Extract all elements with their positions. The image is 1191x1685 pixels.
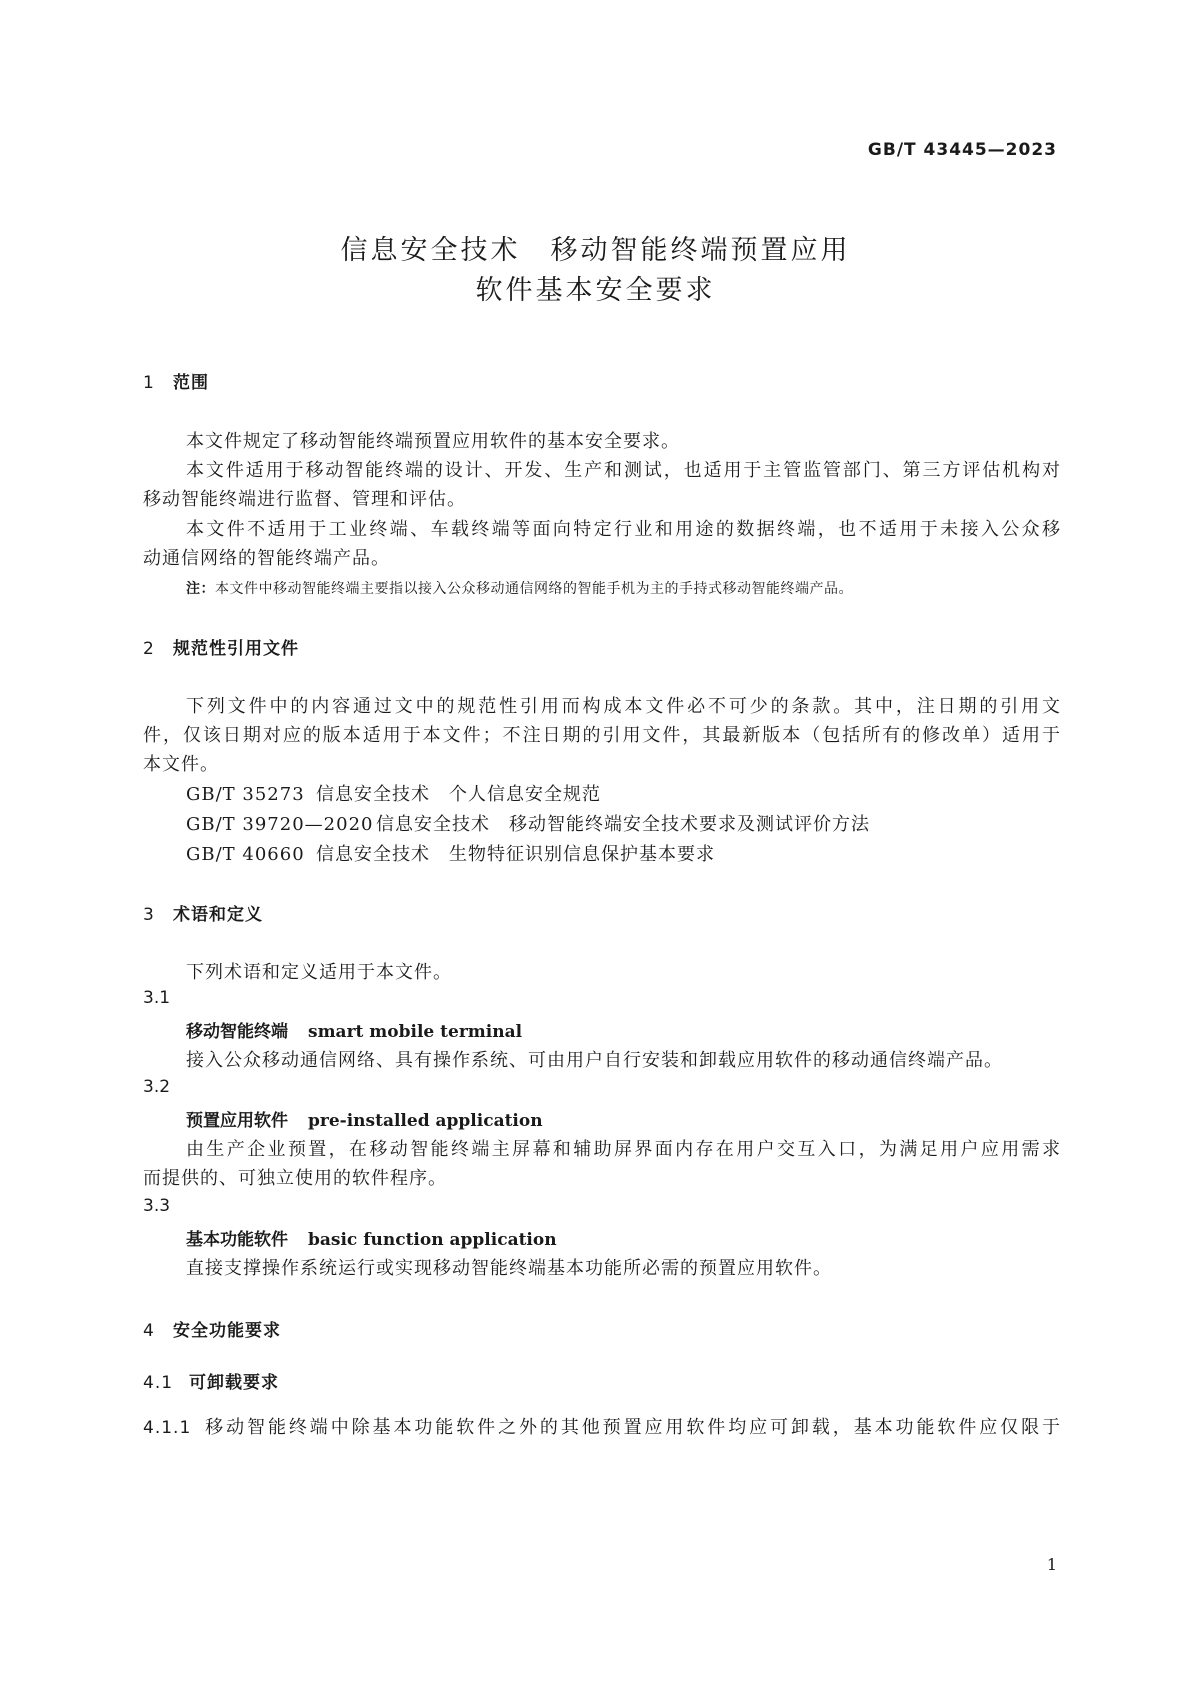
term-heading <box>186 1225 557 1250</box>
page-number: 1 <box>1046 1555 1057 1574</box>
note <box>186 578 853 598</box>
reference-code: GB/T 39720—2020 <box>186 814 374 835</box>
clause-number: 4.1.1 <box>143 1418 192 1438</box>
reference-title: 信息安全技术 移动智能终端安全技术要求及测试评价方法 <box>376 814 870 835</box>
note-text: 本文件中移动智能终端主要指以接入公众移动通信网络的智能手机为主的手持式移动智能终端产品。 <box>215 581 853 597</box>
term-number: 3.2 <box>143 1077 171 1097</box>
term-definition: 接入公众移动通信网络、具有操作系统、可由用户自行安装和卸载应用软件的移动通信终端产品。 <box>186 1050 1003 1071</box>
document-title-line-1: 信息安全技术 移动智能终端预置应用 <box>340 235 851 266</box>
paragraph: 下列术语和定义适用于本文件。 <box>186 962 452 983</box>
term-en: pre-installed application <box>308 1111 543 1131</box>
clause-4-1-1 <box>143 1413 1061 1439</box>
clause-text: 移动智能终端中除基本功能软件之外的其他预置应用软件均应可卸载，基本功能软件应仅限于 <box>203 1417 1061 1438</box>
normative-reference <box>186 810 870 836</box>
section-title: 规范性引用文件 <box>173 639 299 659</box>
section-2-heading <box>143 634 299 659</box>
subsection-number: 4.1 <box>143 1373 174 1393</box>
note-label: 注： <box>186 581 215 597</box>
section-title: 术语和定义 <box>173 905 263 925</box>
section-title: 范围 <box>173 373 209 393</box>
paragraph-line: 移动智能终端进行监督、管理和评估。 <box>143 489 466 510</box>
paragraph-line: 件，仅该日期对应的版本适用于本文件；不注日期的引用文件，其最新版本（包括所有的修改单）适用于 <box>143 725 1061 746</box>
term-en: smart mobile terminal <box>308 1022 523 1042</box>
normative-reference <box>186 780 601 806</box>
document-title-line-2: 软件基本安全要求 <box>475 275 716 306</box>
paragraph-line: 本文件。 <box>143 754 219 775</box>
section-title: 安全功能要求 <box>173 1321 281 1341</box>
paragraph-line: 本文件适用于移动智能终端的设计、开发、生产和测试，也适用于主管监管部门、第三方评估机构对 <box>186 460 1061 481</box>
term-definition-line: 而提供的、可独立使用的软件程序。 <box>143 1168 447 1189</box>
term-zh: 基本功能软件 <box>186 1230 288 1250</box>
subsection-title: 可卸载要求 <box>189 1373 279 1393</box>
normative-reference <box>186 840 715 866</box>
term-en: basic function application <box>308 1230 557 1250</box>
paragraph-line: 本文件不适用于工业终端、车载终端等面向特定行业和用途的数据终端，也不适用于未接入公众移 <box>186 519 1061 540</box>
section-3-heading <box>143 900 263 925</box>
section-number: 4 <box>143 1321 155 1341</box>
paragraph: 本文件规定了移动智能终端预置应用软件的基本安全要求。 <box>186 431 680 452</box>
reference-title: 信息安全技术 个人信息安全规范 <box>316 784 601 805</box>
term-definition: 由生产企业预置，在移动智能终端主屏幕和辅助屏界面内存在用户交互入口，为满足用户应用需求 <box>186 1139 1061 1160</box>
reference-code: GB/T 40660 <box>186 844 305 865</box>
section-1-heading <box>143 368 209 393</box>
term-number: 3.1 <box>143 988 171 1008</box>
term-zh: 移动智能终端 <box>186 1022 288 1042</box>
term-number: 3.3 <box>143 1196 171 1216</box>
standard-code: GB/T 43445—2023 <box>867 140 1057 160</box>
paragraph-line: 下列文件中的内容通过文中的规范性引用而构成本文件必不可少的条款。其中，注日期的引用文 <box>186 696 1061 717</box>
reference-code: GB/T 35273 <box>186 784 305 805</box>
subsection-4-1-heading <box>143 1368 279 1393</box>
paragraph-line: 动通信网络的智能终端产品。 <box>143 548 390 569</box>
section-4-heading <box>143 1316 281 1341</box>
term-definition: 直接支撑操作系统运行或实现移动智能终端基本功能所必需的预置应用软件。 <box>186 1258 832 1279</box>
term-heading <box>186 1106 543 1131</box>
section-number: 2 <box>143 639 155 659</box>
term-heading <box>186 1017 522 1042</box>
section-number: 3 <box>143 905 155 925</box>
section-number: 1 <box>143 373 155 393</box>
reference-title: 信息安全技术 生物特征识别信息保护基本要求 <box>316 844 715 865</box>
term-zh: 预置应用软件 <box>186 1111 288 1131</box>
